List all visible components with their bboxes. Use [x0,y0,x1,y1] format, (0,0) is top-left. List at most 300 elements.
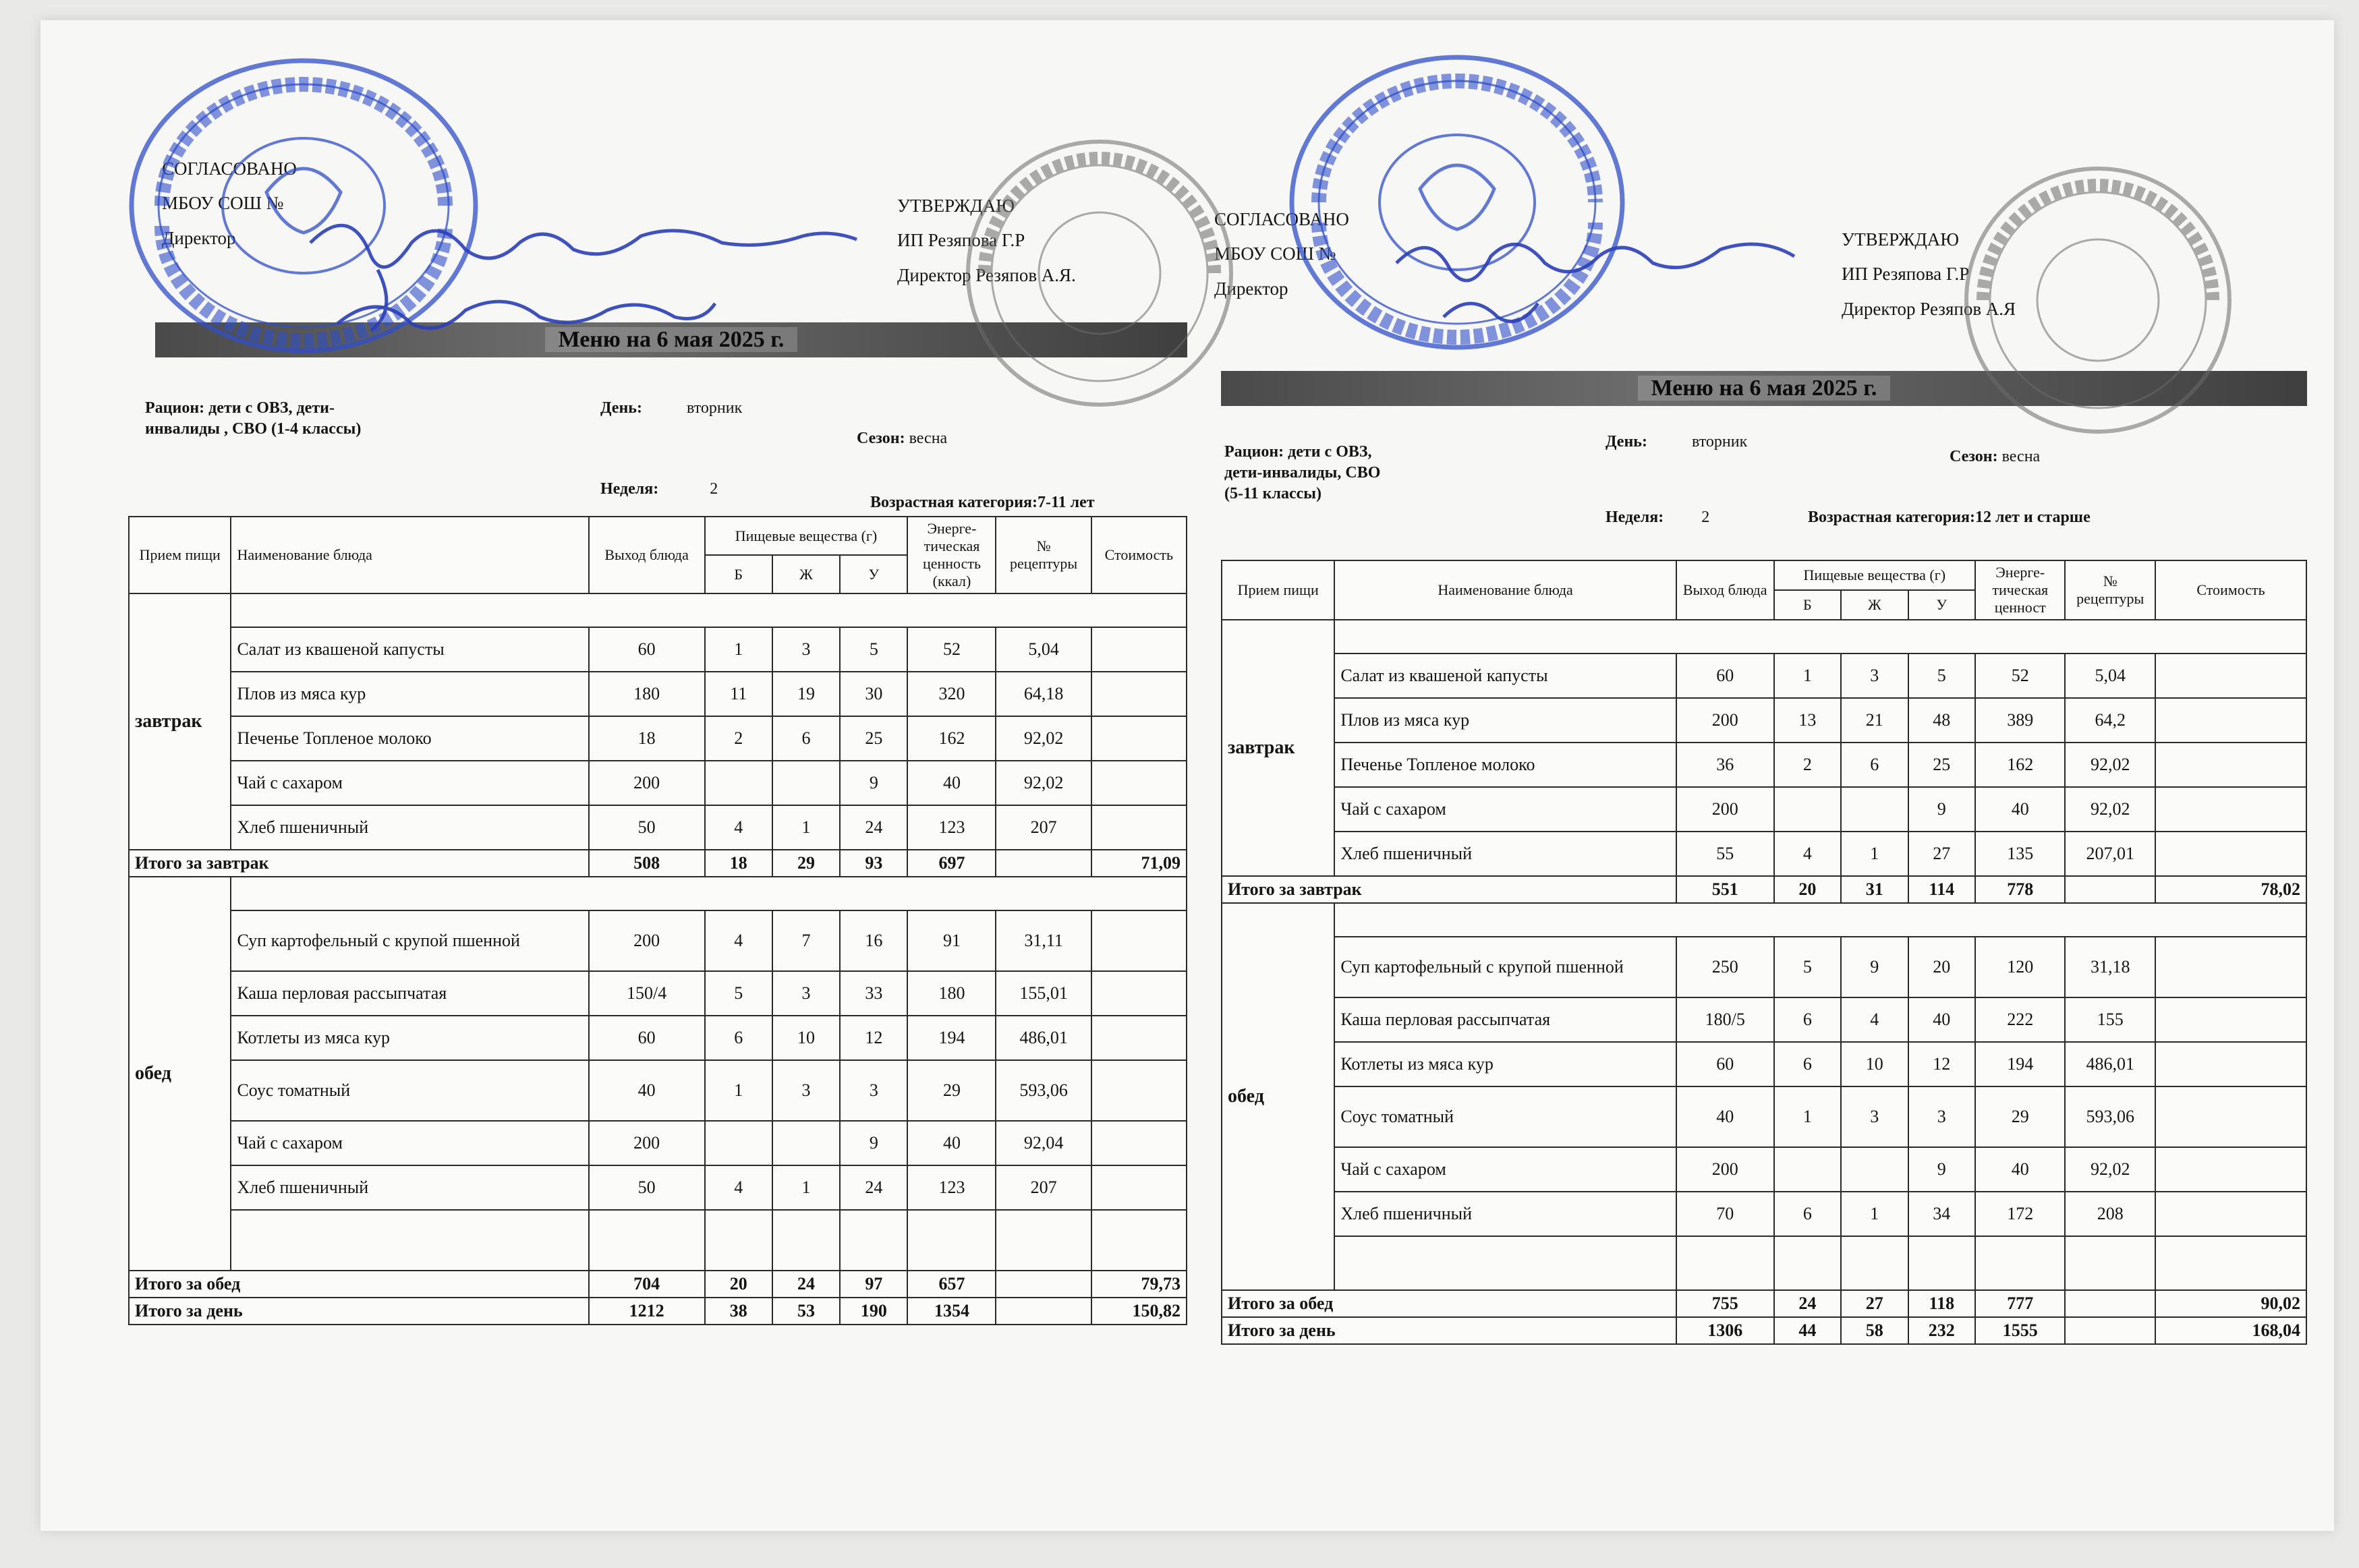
cell-cost [2155,1086,2306,1147]
season-value: весна [2001,448,2041,465]
cell-kcal: 194 [1975,1042,2065,1086]
cell-u: 34 [1908,1192,1975,1236]
cell-out: 200 [1676,1147,1774,1192]
cell-zh: 1 [1841,832,1908,876]
total-out: 1306 [1676,1317,1774,1344]
total-b: 18 [705,850,772,877]
approved-org: ИП Резяпова Г.Р [897,230,1025,251]
agreed-title: СОГЛАСОВАНО [1214,209,1349,229]
cell-out: 180 [589,672,705,716]
approved-director: Директор Резяпов А.Я. [897,264,1076,285]
section-row [129,593,1187,627]
cell-recipe: 5,04 [2065,654,2155,698]
total-cost: 168,04 [2155,1317,2306,1344]
col-u: У [1908,590,1975,620]
week-info [1605,507,1709,528]
menu-table [1221,560,2307,1345]
cell-kcal: 120 [1975,937,2065,997]
menu-sheet [40,20,2334,1531]
empty-cell [1908,1236,1975,1290]
season-label: Сезон: [1950,448,1998,465]
cell-zh: 1 [772,1165,840,1210]
cell-b: 4 [705,805,772,850]
col-output: Выход блюда [1676,560,1774,620]
section-row [129,877,1187,910]
menu-title-text: Меню на 6 мая 2025 г. [1638,376,1891,401]
total-cost: 90,02 [2155,1290,2306,1317]
cell-u: 3 [1908,1086,1975,1147]
col-b: Б [705,555,772,593]
total-cost: 150,82 [1091,1298,1187,1325]
total-label: Итого за обед [129,1271,589,1298]
cell-out: 200 [589,761,705,805]
approved-title: УТВЕРЖДАЮ [897,196,1015,216]
cell-u: 30 [840,672,907,716]
cell-zh: 21 [1841,698,1908,743]
cell-cost [1091,1165,1187,1210]
table-row [129,1121,1187,1165]
table-row [1222,997,2306,1042]
cell-b: 6 [1774,1042,1841,1086]
cell-cost [1091,761,1187,805]
menu-title-text: Меню на 6 мая 2025 г. [545,327,798,352]
cell-zh: 3 [772,1060,840,1121]
dish-name: Хлеб пшеничный [231,1165,588,1210]
total-label: Итого за обед [1222,1290,1676,1317]
cell-out: 50 [589,1165,705,1210]
cell-cost [1091,805,1187,850]
section-label: завтрак [1222,620,1334,876]
cell-cost [2155,832,2306,876]
total-out: 508 [589,850,705,877]
table-row [1222,787,2306,832]
ration-label: Рацион: дети с ОВЗ, дети-инвалиды , СВО (1-4 классы) [145,399,362,438]
total-zh: 53 [772,1298,840,1325]
total-u: 114 [1908,876,1975,903]
cell-cost [2155,1192,2306,1236]
cell-b: 5 [705,971,772,1016]
total-u: 232 [1908,1317,1975,1344]
cell-zh: 10 [772,1016,840,1060]
dish-name: Котлеты из мяса кур [1334,1042,1676,1086]
col-nutrients: Пищевые вещества (г) [705,517,908,555]
total-zh: 24 [772,1271,840,1298]
cell-kcal: 389 [1975,698,2065,743]
table-row [1222,832,2306,876]
approved-block [1842,223,2016,326]
agreed-org: МБОУ СОШ № [1214,243,1336,264]
empty-cell [772,1210,840,1271]
cell-kcal: 320 [907,672,996,716]
cell-b: 2 [1774,743,1841,787]
season-label: Сезон: [857,430,905,447]
ration-label: Рацион: дети с ОВЗ, дети-инвалиды, СВО (5-11 классы) [1224,443,1381,503]
empty-cell [231,1210,588,1271]
cell-zh [772,1121,840,1165]
cell-u: 3 [840,1060,907,1121]
cell-zh: 1 [772,805,840,850]
cell-u: 25 [840,716,907,761]
total-recipe [2065,876,2155,903]
cell-recipe: 31,11 [996,910,1091,971]
cell-kcal: 123 [907,805,996,850]
empty-cell [840,1210,907,1271]
dish-name: Соус томатный [1334,1086,1676,1147]
section-row [1222,903,2306,937]
day-label: День: [1605,433,1647,451]
cell-u: 5 [1908,654,1975,698]
table-row [1222,1192,2306,1236]
empty-cell [1841,1236,1908,1290]
cell-recipe: 64,18 [996,672,1091,716]
total-b: 20 [705,1271,772,1298]
cell-cost [1091,910,1187,971]
cell-cost [1091,1016,1187,1060]
cell-u: 9 [1908,787,1975,832]
dish-name: Хлеб пшеничный [231,805,588,850]
cell-kcal: 162 [1975,743,2065,787]
approved-block [897,189,1076,293]
col-dish: Наименование блюда [231,517,588,593]
dish-name: Хлеб пшеничный [1334,1192,1676,1236]
empty-cell [1676,1236,1774,1290]
table-row [129,627,1187,672]
cell-b: 4 [705,1165,772,1210]
section-row [1222,620,2306,654]
total-recipe [2065,1290,2155,1317]
cell-u: 33 [840,971,907,1016]
total-zh: 27 [1841,1290,1908,1317]
signature-right [1390,202,1808,337]
cell-zh: 3 [772,971,840,1016]
total-recipe [996,850,1091,877]
cell-u: 25 [1908,743,1975,787]
total-u: 118 [1908,1290,1975,1317]
total-out: 755 [1676,1290,1774,1317]
cell-u: 27 [1908,832,1975,876]
total-zh: 58 [1841,1317,1908,1344]
total-kcal: 657 [907,1271,996,1298]
cell-cost [2155,997,2306,1042]
day-label: День: [600,399,642,417]
total-b: 44 [1774,1317,1841,1344]
menu-title [155,322,1187,357]
cell-kcal: 194 [907,1016,996,1060]
empty-cell [1774,1236,1841,1290]
cell-b [705,761,772,805]
day-value: вторник [1691,433,1748,451]
agreed-block [162,152,297,256]
empty-cell [705,1210,772,1271]
cell-kcal: 29 [1975,1086,2065,1147]
cell-out: 40 [589,1060,705,1121]
cell-recipe: 208 [2065,1192,2155,1236]
cell-zh: 3 [1841,1086,1908,1147]
cell-cost [2155,937,2306,997]
approved-org: ИП Резяпова Г.Р [1842,264,1970,285]
section-label: завтрак [129,593,231,850]
table-row [1222,743,2306,787]
cell-u: 9 [1908,1147,1975,1192]
col-b: Б [1774,590,1841,620]
total-zh: 31 [1841,876,1908,903]
table-row [1222,654,2306,698]
col-zh: Ж [1841,590,1908,620]
cell-b: 2 [705,716,772,761]
day-info [600,398,742,419]
cell-recipe: 31,18 [2065,937,2155,997]
cell-recipe: 155,01 [996,971,1091,1016]
cell-out: 200 [1676,787,1774,832]
col-recipe: № рецептуры [2065,560,2155,620]
cell-out: 60 [589,1016,705,1060]
cell-cost [1091,672,1187,716]
cell-cost [2155,654,2306,698]
empty-cell [907,1210,996,1271]
cell-kcal: 52 [907,627,996,672]
cell-u: 24 [840,805,907,850]
total-out: 704 [589,1271,705,1298]
total-row [129,850,1187,877]
cell-recipe: 486,01 [2065,1042,2155,1086]
dish-name: Суп картофельный с крупой пшенной [1334,937,1676,997]
total-label: Итого за завтрак [1222,876,1676,903]
agreed-title: СОГЛАСОВАНО [162,158,297,179]
col-energy: Энерге-тическая ценность (ккал) [907,517,996,593]
total-row [1222,876,2306,903]
agreed-director: Директор [1214,278,1288,299]
cell-u: 48 [1908,698,1975,743]
cell-recipe: 92,02 [996,761,1091,805]
cell-cost [1091,1121,1187,1165]
cell-out: 70 [1676,1192,1774,1236]
cell-recipe: 92,04 [996,1121,1091,1165]
dish-name: Плов из мяса кур [1334,698,1676,743]
empty-cell [589,1210,705,1271]
cell-zh: 9 [1841,937,1908,997]
blank-row [1222,1236,2306,1290]
age-category: Возрастная категория:12 лет и старше [1808,509,2091,526]
season-info [1950,446,2040,467]
cell-kcal: 40 [907,1121,996,1165]
cell-out: 150/4 [589,971,705,1016]
cell-kcal: 40 [1975,787,2065,832]
cell-cost [2155,743,2306,787]
agreed-block [1214,202,1349,306]
cell-zh [1841,787,1908,832]
cell-recipe: 486,01 [996,1016,1091,1060]
dish-name: Печенье Топленое молоко [1334,743,1676,787]
cell-cost [2155,1042,2306,1086]
empty-cell [1091,1210,1187,1271]
dish-name: Соус томатный [231,1060,588,1121]
cell-cost [1091,627,1187,672]
cell-u: 12 [840,1016,907,1060]
total-label: Итого за день [1222,1317,1676,1344]
total-kcal: 697 [907,850,996,877]
col-output: Выход блюда [589,517,705,593]
cell-kcal: 135 [1975,832,2065,876]
cell-u: 5 [840,627,907,672]
cell-recipe: 5,04 [996,627,1091,672]
cell-recipe: 207,01 [2065,832,2155,876]
cell-u: 16 [840,910,907,971]
cell-cost [2155,787,2306,832]
cell-recipe: 64,2 [2065,698,2155,743]
total-label: Итого за завтрак [129,850,589,877]
total-label: Итого за день [129,1298,589,1325]
total-u: 97 [840,1271,907,1298]
table-row [129,716,1187,761]
cell-zh [1841,1147,1908,1192]
table-row [129,1016,1187,1060]
table-row [1222,937,2306,997]
cell-zh: 1 [1841,1192,1908,1236]
cell-cost [2155,1147,2306,1192]
cell-out: 60 [1676,654,1774,698]
cell-u: 12 [1908,1042,1975,1086]
menu-title [1221,371,2307,406]
menu-table [128,516,1187,1325]
total-b: 38 [705,1298,772,1325]
dish-name: Каша перловая рассыпчатая [1334,997,1676,1042]
agreed-org: МБОУ СОШ № [162,193,284,214]
col-dish: Наименование блюда [1334,560,1676,620]
cell-out: 50 [589,805,705,850]
season-value: весна [909,430,948,447]
day-info [1605,432,1747,453]
dish-name: Суп картофельный с крупой пшенной [231,910,588,971]
col-cost: Стоимость [1091,517,1187,593]
total-cost: 71,09 [1091,850,1187,877]
cell-zh: 7 [772,910,840,971]
cell-u: 24 [840,1165,907,1210]
total-u: 190 [840,1298,907,1325]
cell-recipe: 593,06 [996,1060,1091,1121]
cell-u: 9 [840,761,907,805]
col-meal: Прием пищи [129,517,231,593]
approved-director: Директор Резяпов А.Я [1842,298,2016,319]
week-label: Неделя: [600,480,659,498]
empty-cell [2155,1236,2306,1290]
col-nutrients: Пищевые вещества (г) [1774,560,1975,590]
dish-name: Чай с сахаром [231,761,588,805]
cell-zh [772,761,840,805]
col-recipe: № рецептуры [996,517,1091,593]
total-b: 24 [1774,1290,1841,1317]
total-row [1222,1290,2306,1317]
total-kcal: 778 [1975,876,2065,903]
cell-b: 1 [705,627,772,672]
section-label: обед [1222,903,1334,1290]
total-b: 20 [1774,876,1841,903]
section-empty-cell [231,877,1187,910]
cell-b: 4 [705,910,772,971]
cell-kcal: 40 [1975,1147,2065,1192]
cell-kcal: 123 [907,1165,996,1210]
cell-out: 180/5 [1676,997,1774,1042]
cell-u: 20 [1908,937,1975,997]
cell-out: 36 [1676,743,1774,787]
cell-kcal: 162 [907,716,996,761]
cell-kcal: 172 [1975,1192,2065,1236]
cell-out: 55 [1676,832,1774,876]
week-info [600,479,718,500]
table-row [129,805,1187,850]
table-row [129,761,1187,805]
total-out: 1212 [589,1298,705,1325]
day-value: вторник [686,399,743,417]
dish-name: Салат из квашеной капусты [1334,654,1676,698]
total-zh: 29 [772,850,840,877]
empty-cell [1334,1236,1676,1290]
total-kcal: 1354 [907,1298,996,1325]
section-empty-cell [1334,620,2306,654]
empty-cell [1975,1236,2065,1290]
total-cost: 78,02 [2155,876,2306,903]
dish-name: Каша перловая рассыпчатая [231,971,588,1016]
table-row [129,1165,1187,1210]
cell-b: 6 [1774,1192,1841,1236]
cell-recipe: 155 [2065,997,2155,1042]
cell-b: 6 [705,1016,772,1060]
cell-b [1774,787,1841,832]
cell-b: 11 [705,672,772,716]
cell-b: 6 [1774,997,1841,1042]
cell-cost [1091,1060,1187,1121]
table-row [1222,1042,2306,1086]
week-value: 2 [1701,509,1710,526]
section-empty-cell [231,593,1187,627]
cell-b [705,1121,772,1165]
cell-out: 200 [589,1121,705,1165]
section-empty-cell [1334,903,2306,937]
dish-name: Котлеты из мяса кур [231,1016,588,1060]
cell-b: 13 [1774,698,1841,743]
cell-b: 5 [1774,937,1841,997]
cell-out: 60 [589,627,705,672]
cell-zh: 6 [1841,743,1908,787]
age-category: Возрастная категория:7-11 лет [870,494,1095,511]
cell-u: 9 [840,1121,907,1165]
cell-zh: 19 [772,672,840,716]
col-energy: Энерге-тическая ценност [1975,560,2065,620]
total-cost: 79,73 [1091,1271,1187,1298]
cell-b: 4 [1774,832,1841,876]
cell-u: 40 [1908,997,1975,1042]
total-kcal: 777 [1975,1290,2065,1317]
cell-recipe: 207 [996,1165,1091,1210]
total-u: 93 [840,850,907,877]
total-row [129,1298,1187,1325]
section-label: обед [129,877,231,1271]
dish-name: Плов из мяса кур [231,672,588,716]
agreed-director: Директор [162,227,236,248]
cell-out: 18 [589,716,705,761]
cell-cost [1091,971,1187,1016]
cell-kcal: 180 [907,971,996,1016]
cell-out: 40 [1676,1086,1774,1147]
empty-cell [2065,1236,2155,1290]
cell-cost [1091,716,1187,761]
cell-zh: 4 [1841,997,1908,1042]
total-recipe [996,1271,1091,1298]
cell-kcal: 40 [907,761,996,805]
cell-recipe: 92,02 [996,716,1091,761]
cell-b [1774,1147,1841,1192]
table-row [129,672,1187,716]
season-info [857,428,947,449]
